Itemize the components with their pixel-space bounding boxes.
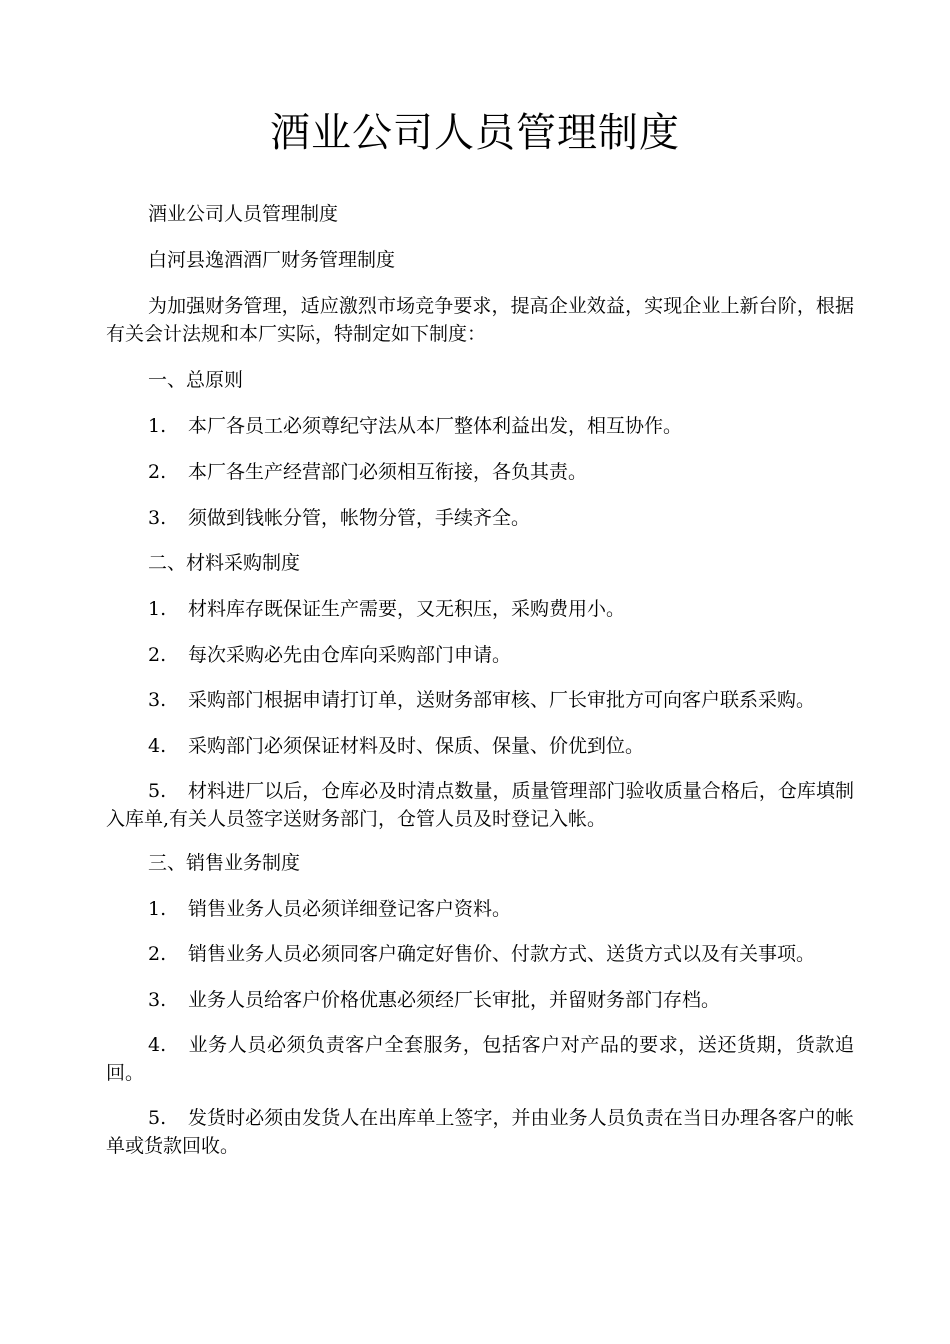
item-number: 1. [148,415,167,437]
list-item [106,895,854,923]
list-item [106,1104,854,1160]
item-text: 采购部门必须保证材料及时、保质、保量、价优到位。 [188,735,645,757]
intro-paragraph: 为加强财务管理，适应激烈市场竞争要求，提高企业效益，实现企业上新台阶，根据有关会计法规和本厂实际，特制定如下制度： [106,295,854,345]
list-item [106,641,854,669]
item-text: 材料进厂以后，仓库必及时清点数量，质量管理部门验收质量合格后，仓库填制入库单,有关人员签字送财务部门，仓管人员及时登记入帐。 [106,780,854,830]
item-number: 5. [148,1107,167,1129]
item-number: 1. [148,598,167,620]
item-number: 2. [148,644,167,666]
item-text: 销售业务人员必须同客户确定好售价、付款方式、送货方式以及有关事项。 [188,943,816,965]
item-text: 业务人员给客户价格优惠必须经厂长审批，并留财务部门存档。 [188,989,721,1011]
section-heading: 一、总原则 [148,369,244,391]
list-item [106,940,854,968]
item-number: 4. [148,735,167,757]
section-heading: 二、材料采购制度 [148,552,301,574]
list-item [106,458,854,486]
item-number: 5. [148,780,167,802]
item-number: 2. [148,461,167,483]
section-heading: 三、销售业务制度 [148,852,301,874]
item-number: 2. [148,943,167,965]
factory-policy-heading: 白河县逸酒酒厂财务管理制度 [148,249,396,271]
item-text: 采购部门根据申请打订单，送财务部审核、厂长审批方可向客户联系采购。 [188,689,816,711]
list-item [106,732,854,760]
item-number: 3. [148,507,167,529]
list-item [106,595,854,623]
item-text: 本厂各生产经营部门必须相互衔接，各负其责。 [188,461,588,483]
item-text: 材料库存既保证生产需要，又无积压，采购费用小。 [188,598,626,620]
item-text: 业务人员必须负责客户全套服务，包括客户对产品的要求，送还货期，货款追回。 [106,1034,854,1084]
item-text: 销售业务人员必须详细登记客户资料。 [188,898,512,920]
list-item [106,1031,854,1087]
item-text: 发货时必须由发货人在出库单上签字，并由业务人员负责在当日办理各客户的帐单或货款回收。 [106,1107,854,1157]
list-item [106,986,854,1014]
item-number: 3. [148,989,167,1011]
page-title: 酒业公司人员管理制度 [270,110,680,156]
item-number: 4. [148,1034,167,1056]
item-text: 本厂各员工必须尊纪守法从本厂整体利益出发，相互协作。 [188,415,683,437]
list-item [106,412,854,440]
list-item [106,777,854,833]
list-item [106,686,854,714]
list-item [106,504,854,532]
item-number: 1. [148,898,167,920]
item-text: 每次采购必先由仓库向采购部门申请。 [188,644,512,666]
subtitle-paragraph: 酒业公司人员管理制度 [148,203,339,225]
item-text: 须做到钱帐分管，帐物分管，手续齐全。 [188,507,531,529]
item-number: 3. [148,689,167,711]
